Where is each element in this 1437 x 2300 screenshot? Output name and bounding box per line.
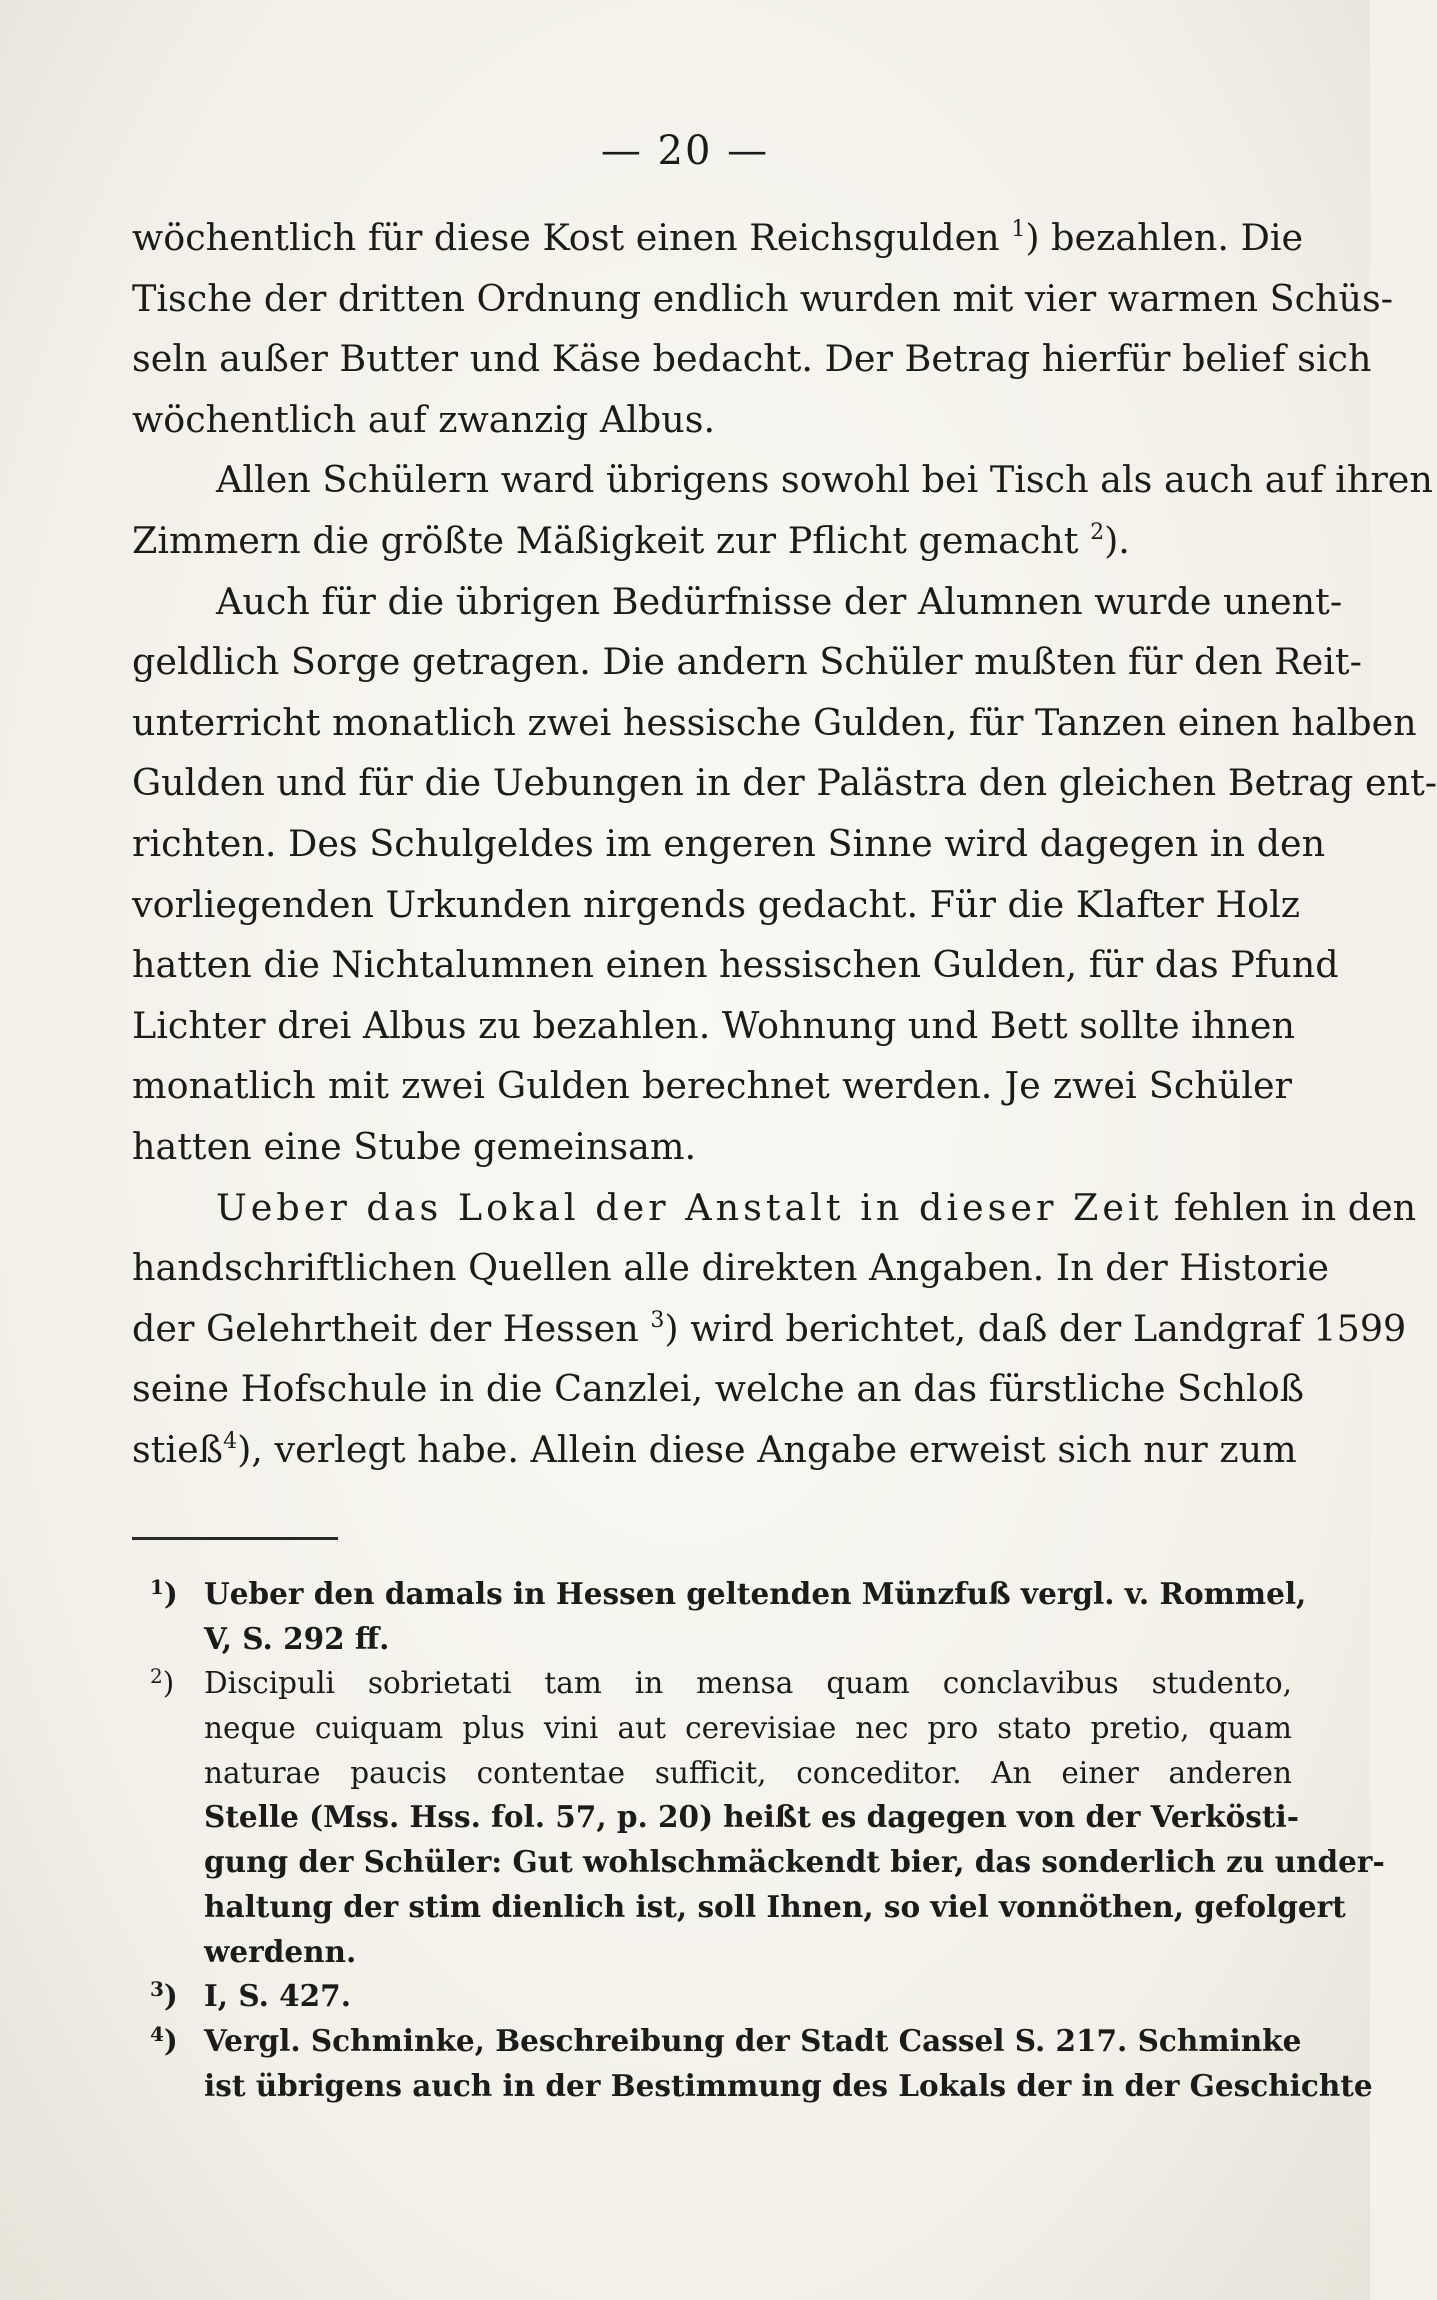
footnote-line: naturae paucis contentae sufficit, conceditor. An einer anderen — [204, 1755, 1292, 1790]
page-number: — 20 — — [600, 128, 770, 174]
text-line: seine Hofschule in die Canzlei, welche an das fürstliche Schloß — [132, 1367, 1305, 1411]
text-line: Ueber das Lokal der Anstalt in dieser Zeit fehlen in den — [216, 1185, 1417, 1229]
text-line: hatten eine Stube gemeinsam. — [132, 1124, 697, 1168]
text-line: geldlich Sorge getragen. Die andern Schüler mußten für den Reit- — [132, 640, 1362, 684]
text-line: monatlich mit zwei Gulden berechnet werden. Je zwei Schüler — [132, 1064, 1292, 1108]
footnote-2: $^2$) Discipuli sobrietati tam in mensa quam conclavibus studento, — [150, 1664, 1292, 1701]
text-line: wöchentlich auf zwanzig Albus. — [132, 397, 716, 441]
text-line: richten. Des Schulgeldes im engeren Sinne wird dagegen in den — [132, 821, 1326, 865]
section-heading: Ueber das Lokal der Anstalt in dieser Zeit — [216, 1185, 1163, 1229]
footnote-line: ist übrigens auch in der Bestimmung des Lokals der in der Geschichte — [204, 2067, 1373, 2103]
footnote-1: $^1$) Ueber den damals in Hessen geltenden Münzfuß vergl. v. Rommel, — [150, 1575, 1307, 1611]
text-line: seln außer Butter und Käse bedacht. Der Betrag hierfür belief sich — [132, 337, 1372, 381]
footnote-line: gung der Schüler: Gut wohlschmäckendt bier, das sonderlich zu under- — [204, 1844, 1385, 1880]
footnote-line: V, S. 292 ff. — [204, 1620, 390, 1656]
footnotes — [150, 1572, 1385, 2108]
text-line: Allen Schülern ward übrigens sowohl bei Tisch als auch auf ihren — [216, 458, 1433, 502]
text-line: Gulden und für die Uebungen in der Palästra den gleichen Betrag ent- — [132, 761, 1437, 805]
footnote-line: haltung der stim dienlich ist, soll Ihnen, so viel vonnöthen, gefolgert — [204, 1888, 1346, 1924]
text-line: wöchentlich für diese Kost einen Reichsgulden $^1$) bezahlen. Die — [132, 216, 1304, 259]
footnote-line: neque cuiquam plus vini aut cerevisiae nec pro stato pretio, quam — [204, 1711, 1292, 1746]
footnote-divider — [132, 1537, 338, 1540]
text-line: Zimmern die größte Mäßigkeit zur Pflicht gemacht $^2$). — [132, 518, 1130, 562]
footnote-line: Stelle (Mss. Hss. fol. 57, p. 20) heißt es dagegen von der Verkösti- — [204, 1799, 1299, 1835]
body-text — [132, 208, 1437, 1480]
text-line: vorliegenden Urkunden nirgends gedacht. Für die Klafter Holz — [132, 882, 1301, 926]
text-line: Auch für die übrigen Bedürfnisse der Alumnen wurde unent- — [216, 579, 1343, 623]
text-line: Tische der dritten Ordnung endlich wurden mit vier warmen Schüs- — [132, 276, 1394, 320]
text-line: hatten die Nichtalumnen einen hessischen Gulden, für das Pfund — [132, 943, 1339, 987]
text-line: der Gelehrtheit der Hessen $^3$) wird berichtet, daß der Landgraf 1599 — [132, 1306, 1407, 1350]
footnote-4: $^4$) Vergl. Schminke, Beschreibung der Stadt Cassel S. 217. Schminke — [150, 2021, 1302, 2058]
text-line: stieß$^4$), verlegt habe. Allein diese Angabe erweist sich nur zum — [132, 1427, 1297, 1471]
footnote-line: werdenn. — [204, 1933, 357, 1969]
text-line: handschriftlichen Quellen alle direkten Angaben. In der Historie — [132, 1246, 1329, 1290]
text-line: unterricht monatlich zwei hessische Gulden, für Tanzen einen halben — [132, 700, 1417, 744]
text-line: Lichter drei Albus zu bezahlen. Wohnung und Bett sollte ihnen — [132, 1003, 1295, 1047]
footnote-3: $^3$) I, S. 427. — [150, 1977, 351, 2014]
